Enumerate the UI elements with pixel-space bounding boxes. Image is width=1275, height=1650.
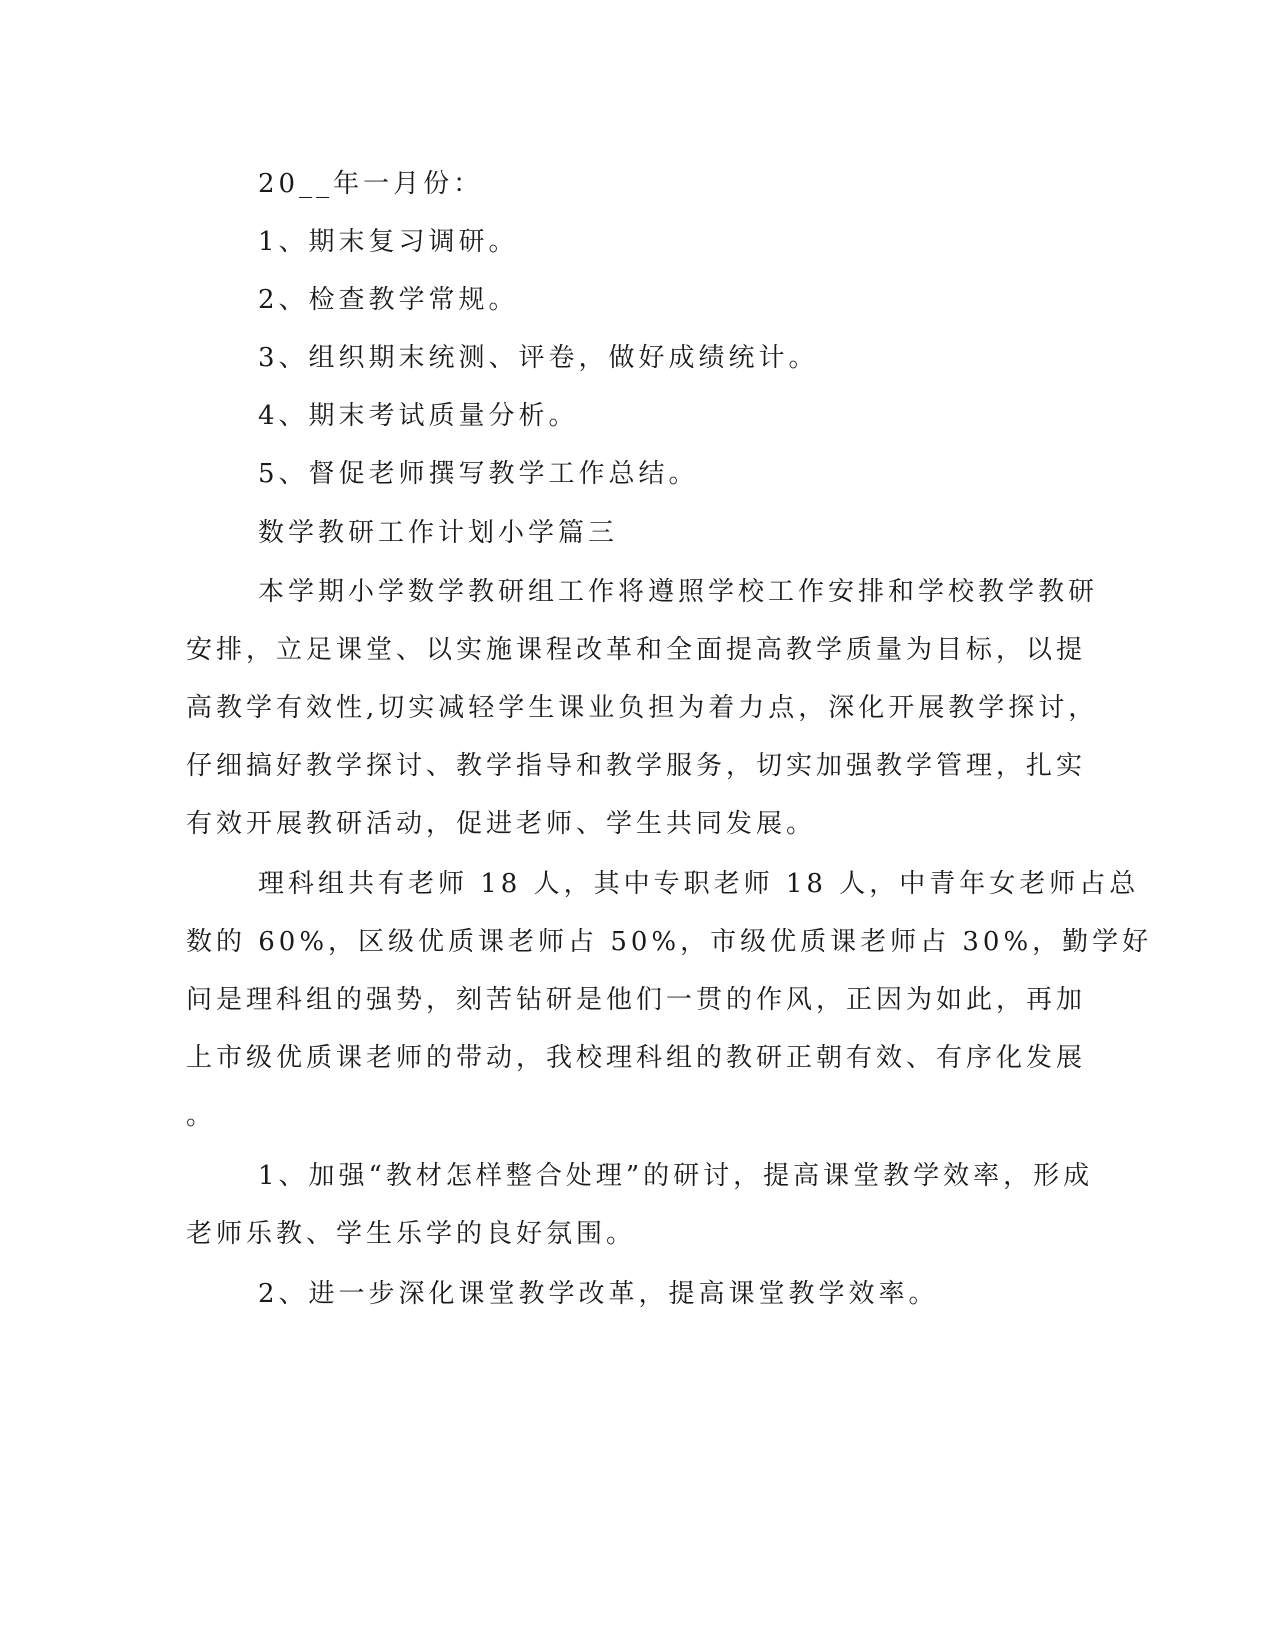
paragraph-line: 本学期小学数学教研组工作将遵照学校工作安排和学校教学教研 [258, 577, 1099, 607]
list-item: 5、督促老师撰写教学工作总结。 [258, 459, 699, 489]
paragraph-line: 理科组共有老师 18 人，其中专职老师 18 人，中青年女老师占总 [258, 869, 1140, 899]
paragraph-line: 安排，立足课堂、以实施课程改革和全面提高教学质量为目标，以提 [186, 635, 1087, 665]
paragraph-line: 老师乐教、学生乐学的良好氛围。 [186, 1219, 637, 1249]
paragraph-line: 。 [186, 1101, 217, 1131]
paragraph-line: 仔细搞好教学探讨、教学指导和教学服务，切实加强教学管理，扎实 [186, 751, 1087, 781]
section-title: 数学教研工作计划小学篇三 [258, 518, 619, 548]
paragraph-line: 高教学有效性,切实减轻学生课业负担为着力点，深化开展教学探讨， [186, 693, 1099, 723]
paragraph-line: 上市级优质课老师的带动，我校理科组的教研正朝有效、有序化发展 [186, 1043, 1087, 1073]
list-item: 2、检查教学常规。 [258, 285, 519, 315]
list-item: 1、期末复习调研。 [258, 227, 519, 257]
paragraph-line: 有效开展教研活动，促进老师、学生共同发展。 [186, 809, 817, 839]
list-item: 1、加强“教材怎样整合处理”的研讨，提高课堂教学效率，形成 [258, 1161, 1094, 1191]
list-item: 2、进一步深化课堂教学改革，提高课堂教学效率。 [258, 1279, 939, 1309]
paragraph-line: 数的 60%，区级优质课老师占 50%，市级优质课老师占 30%，勤学好 [186, 927, 1153, 957]
list-item: 3、组织期末统测、评卷，做好成绩统计。 [258, 343, 819, 373]
list-item: 4、期末考试质量分析。 [258, 401, 579, 431]
paragraph-line: 问是理科组的强势，刻苦钻研是他们一贯的作风，正因为如此，再加 [186, 985, 1087, 1015]
month-heading: 20__年一月份： [258, 169, 484, 199]
